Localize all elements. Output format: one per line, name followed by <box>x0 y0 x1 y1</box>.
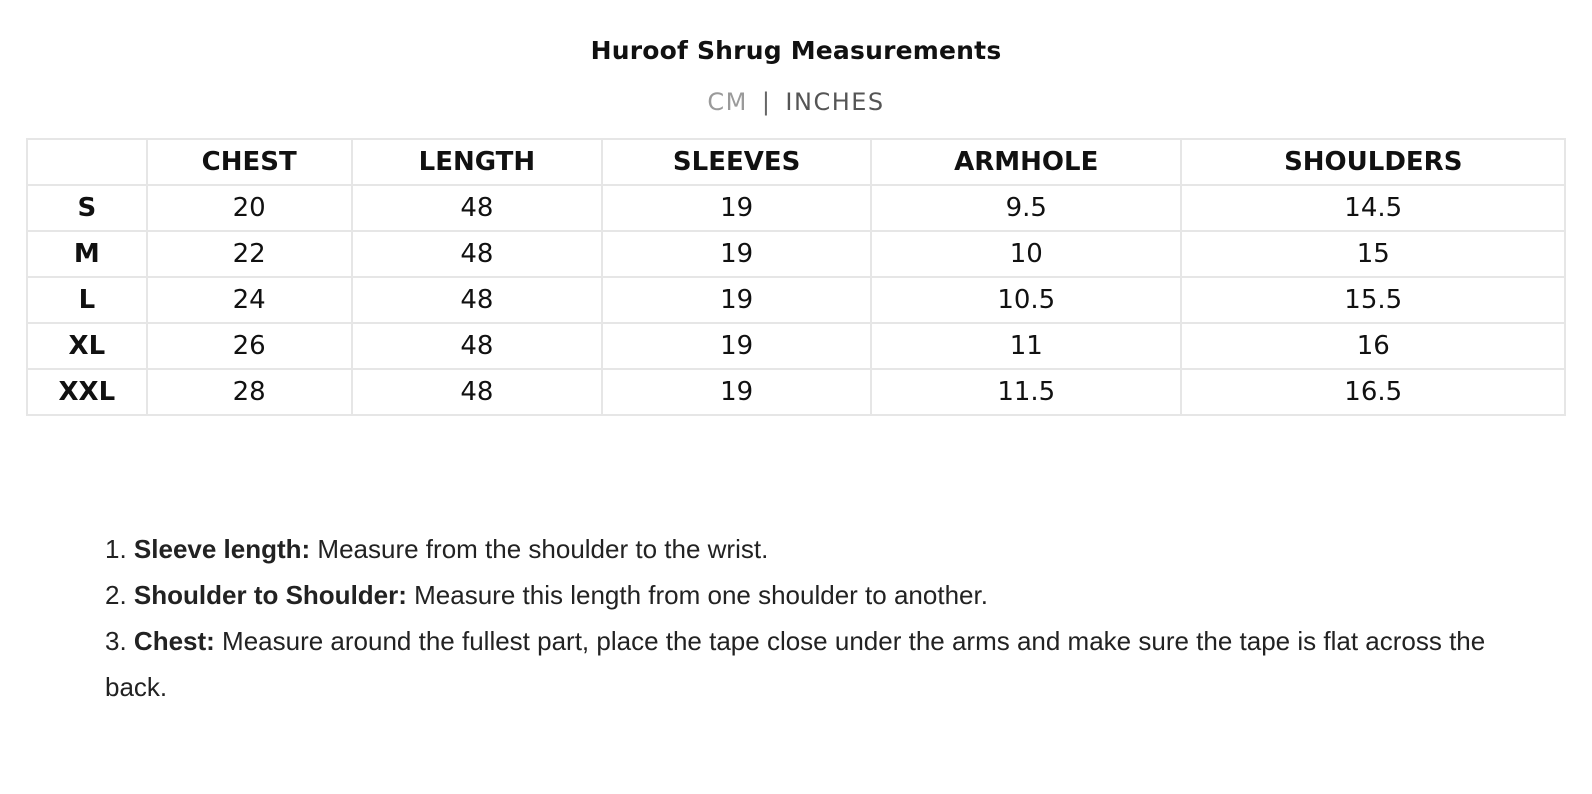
length-cell: 48 <box>352 323 603 369</box>
shoulders-cell: 16 <box>1181 323 1565 369</box>
size-label: L <box>27 277 147 323</box>
size-label: M <box>27 231 147 277</box>
length-cell: 48 <box>352 185 603 231</box>
sleeves-cell: 19 <box>602 231 871 277</box>
armhole-cell: 11.5 <box>871 369 1181 415</box>
table-row <box>27 323 1565 369</box>
sleeves-cell: 19 <box>602 185 871 231</box>
chest-cell: 20 <box>147 185 352 231</box>
sleeves-cell: 19 <box>602 277 871 323</box>
shoulders-cell: 15.5 <box>1181 277 1565 323</box>
length-cell: 48 <box>352 231 603 277</box>
table-row <box>27 231 1565 277</box>
size-label: XXL <box>27 369 147 415</box>
armhole-cell: 10 <box>871 231 1181 277</box>
chest-cell: 26 <box>147 323 352 369</box>
sleeves-cell: 19 <box>602 323 871 369</box>
chest-cell: 24 <box>147 277 352 323</box>
unit-cm-link[interactable]: CM <box>707 88 748 116</box>
header-length: LENGTH <box>352 139 603 185</box>
chest-cell: 28 <box>147 369 352 415</box>
header-chest: CHEST <box>147 139 352 185</box>
note-label: Chest: <box>133 626 215 656</box>
length-cell: 48 <box>352 277 603 323</box>
note-text: Measure this length from one shoulder to another. <box>406 580 988 610</box>
note-shoulder-to-shoulder <box>105 572 1545 618</box>
length-cell: 48 <box>352 369 603 415</box>
measurement-notes <box>105 526 1545 710</box>
note-text: Measure around the fullest part, place the tape close under the arms and make sure the tape is flat across the back. <box>105 626 1486 702</box>
size-label: S <box>27 185 147 231</box>
note-number: 2. <box>105 580 127 610</box>
table-row <box>27 277 1565 323</box>
header-armhole: ARMHOLE <box>871 139 1181 185</box>
header-corner <box>27 139 147 185</box>
size-label: XL <box>27 323 147 369</box>
shoulders-cell: 15 <box>1181 231 1565 277</box>
size-chart-table <box>26 138 1566 416</box>
table-header-row <box>27 139 1565 185</box>
armhole-cell: 9.5 <box>871 185 1181 231</box>
note-text: Measure from the shoulder to the wrist. <box>310 534 769 564</box>
note-chest <box>105 618 1545 710</box>
armhole-cell: 10.5 <box>871 277 1181 323</box>
note-sleeve-length <box>105 526 1545 572</box>
page-title: Huroof Shrug Measurements <box>590 36 1002 65</box>
shoulders-cell: 14.5 <box>1181 185 1565 231</box>
unit-inches-link[interactable]: INCHES <box>785 88 885 116</box>
header-sleeves: SLEEVES <box>602 139 871 185</box>
unit-toggle <box>0 88 1592 116</box>
note-number: 1. <box>105 534 127 564</box>
sleeves-cell: 19 <box>602 369 871 415</box>
chest-cell: 22 <box>147 231 352 277</box>
note-label: Shoulder to Shoulder: <box>133 580 407 610</box>
note-number: 3. <box>105 626 127 656</box>
unit-separator: | <box>761 88 772 116</box>
armhole-cell: 11 <box>871 323 1181 369</box>
header-shoulders: SHOULDERS <box>1181 139 1565 185</box>
table-row <box>27 369 1565 415</box>
note-label: Sleeve length: <box>133 534 311 564</box>
shoulders-cell: 16.5 <box>1181 369 1565 415</box>
table-row <box>27 185 1565 231</box>
